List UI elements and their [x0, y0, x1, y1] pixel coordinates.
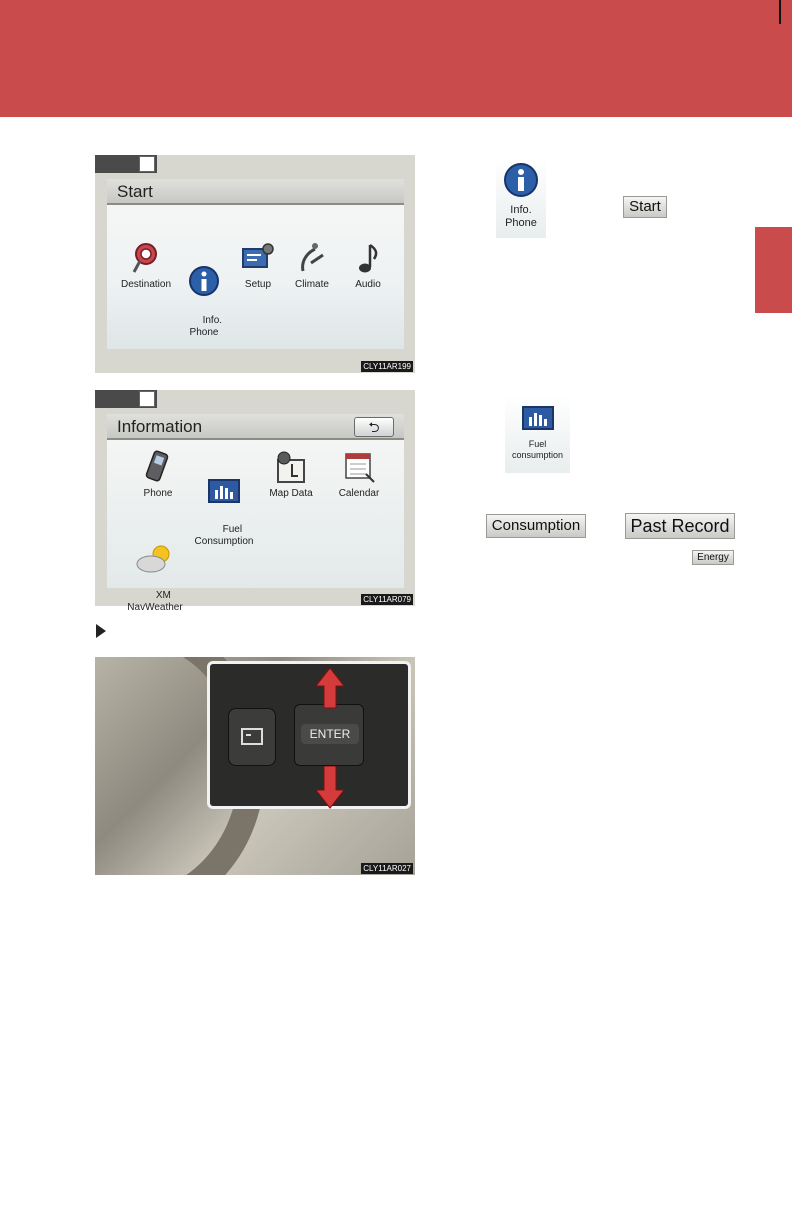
info-icon — [501, 160, 541, 204]
destination-button[interactable]: Destination — [117, 241, 175, 291]
header-band — [0, 0, 792, 117]
figure-code: CLY11AR079 — [363, 595, 411, 604]
audio-button[interactable]: Audio — [345, 241, 391, 291]
figure-tab — [95, 155, 157, 173]
setup-button[interactable]: Setup — [235, 241, 281, 291]
setup-icon — [241, 241, 275, 275]
screen-icon — [229, 709, 275, 765]
weather-icon — [135, 542, 175, 574]
enter-rocker-switch — [294, 704, 364, 766]
start-screen — [107, 179, 404, 349]
info-phone-button[interactable]: Info. Phone — [181, 241, 227, 351]
phone-button[interactable]: Phone — [133, 450, 183, 500]
screen-title: Start — [107, 179, 404, 205]
xm-navweather-button[interactable]: XM NavWeather — [125, 518, 185, 626]
phone-icon — [144, 450, 172, 484]
figure-tab — [95, 390, 157, 408]
calendar-icon — [342, 450, 376, 484]
fuel-consumption-thumbnail: Fuel consumption — [505, 395, 570, 473]
figure-start-screen — [95, 155, 415, 373]
music-note-icon — [356, 241, 380, 275]
past-record-button-label: Past Record — [625, 513, 735, 539]
trim-mark — [779, 0, 781, 24]
fuel-consumption-button[interactable]: Fuel Consumption — [191, 450, 257, 560]
info-phone-thumbnail: Info. Phone — [496, 158, 546, 238]
back-button[interactable]: ⮌ — [354, 417, 394, 437]
map-data-icon — [274, 450, 308, 484]
calendar-button[interactable]: Calendar — [331, 450, 387, 500]
info-icon — [188, 265, 220, 299]
energy-button-label: Energy — [692, 550, 734, 565]
climate-icon — [297, 241, 327, 275]
climate-button[interactable]: Climate — [289, 241, 335, 291]
steering-switch-photo — [95, 657, 415, 875]
arrow-up-icon — [316, 668, 344, 710]
figure-code: CLY11AR027 — [363, 864, 411, 873]
figure-code: CLY11AR199 — [363, 362, 411, 371]
bullet-arrow-icon — [96, 624, 106, 638]
arrow-down-icon — [316, 766, 344, 810]
bar-graph-icon — [207, 474, 241, 508]
map-data-button[interactable]: Map Data — [263, 450, 319, 500]
figure-information-screen — [95, 390, 415, 613]
destination-icon — [131, 241, 161, 275]
bar-graph-icon — [521, 401, 555, 435]
display-switch-button — [228, 708, 276, 766]
consumption-button-label: Consumption — [486, 514, 586, 538]
switch-closeup — [207, 661, 411, 809]
screen-title: Information — [107, 414, 404, 440]
enter-label: ENTER — [301, 724, 359, 744]
start-button-label: Start — [623, 196, 667, 218]
section-side-tab — [755, 227, 792, 313]
